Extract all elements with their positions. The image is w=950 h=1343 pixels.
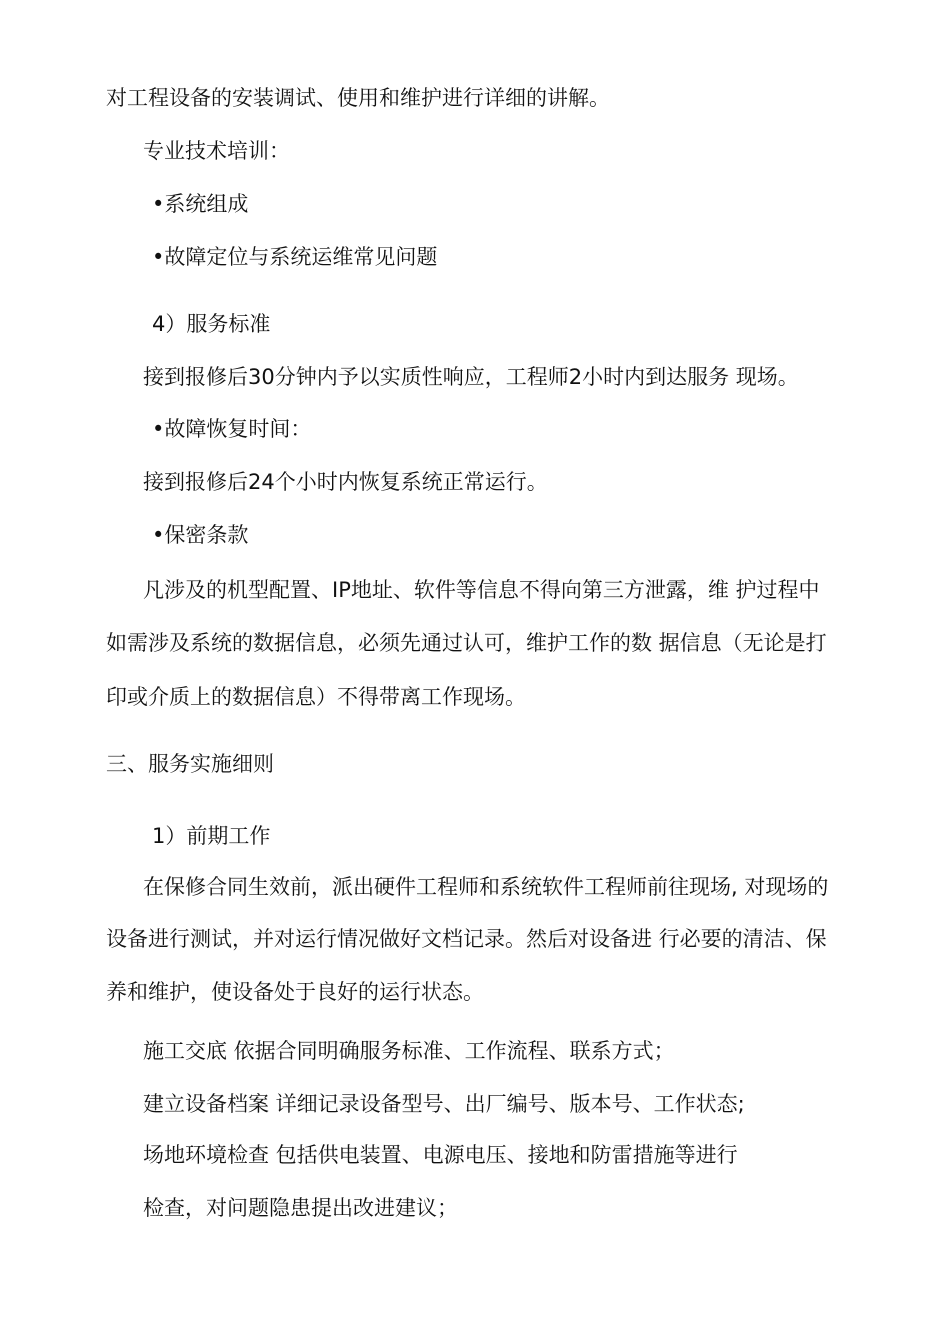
paragraph-line: 养和维护，使设备处于良好的运行状态。 bbox=[106, 980, 484, 1004]
paragraph-line: 如需涉及系统的数据信息，必须先通过认可，维护工作的数 据信息（无论是打 bbox=[106, 631, 827, 655]
paragraph-line: 专业技术培训： bbox=[143, 139, 290, 163]
paragraph-line: 在保修合同生效前，派出硬件工程师和系统软件工程师前往现场, 对现场的 bbox=[143, 875, 829, 899]
paragraph-line: 设备进行测试，并对运行情况做好文档记录。然后对设备进 行必要的清洁、保 bbox=[106, 927, 827, 951]
paragraph-line: 施工交底 依据合同明确服务标准、工作流程、联系方式； bbox=[143, 1039, 675, 1063]
paragraph-line: 建立设备档案 详细记录设备型号、出厂编号、版本号、工作状态; bbox=[143, 1092, 745, 1116]
paragraph-line: 场地环境检查 包括供电装置、电源电压、接地和防雷措施等进行 bbox=[143, 1143, 738, 1167]
paragraph-line: 接到报修后30分钟内予以实质性响应，工程师2小时内到达服务 现场。 bbox=[143, 365, 799, 389]
chapter-heading: 三、服务实施细则 bbox=[106, 752, 274, 776]
paragraph-line: 接到报修后24个小时内恢复系统正常运行。 bbox=[143, 470, 548, 494]
paragraph-line: 凡涉及的机型配置、IP地址、软件等信息不得向第三方泄露，维 护过程中 bbox=[143, 578, 820, 602]
bullet-item: •系统组成 bbox=[152, 192, 249, 216]
section-heading: 4）服务标准 bbox=[152, 312, 271, 336]
paragraph-line: 检查，对问题隐患提出改进建议； bbox=[143, 1196, 458, 1220]
bullet-item: •保密条款 bbox=[152, 523, 249, 547]
bullet-item: •故障恢复时间： bbox=[152, 417, 312, 441]
section-heading: 1）前期工作 bbox=[152, 824, 271, 848]
paragraph-line: 印或介质上的数据信息）不得带离工作现场。 bbox=[106, 685, 526, 709]
paragraph-line: 对工程设备的安装调试、使用和维护进行详细的讲解。 bbox=[106, 86, 610, 110]
bullet-item: •故障定位与系统运维常见问题 bbox=[152, 245, 438, 269]
